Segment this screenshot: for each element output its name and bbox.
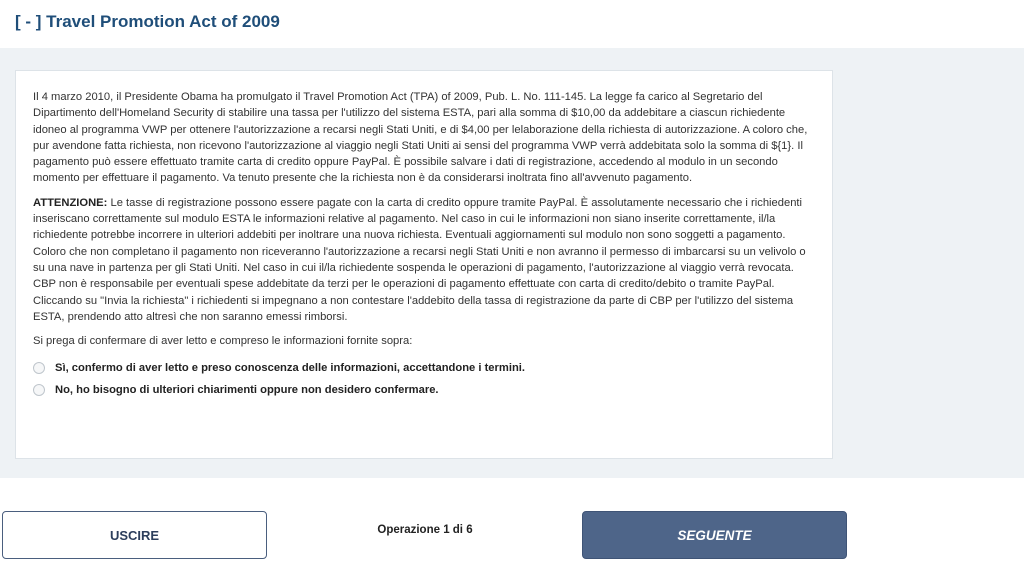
content-panel [0,48,1024,478]
radio-no-label[interactable]: No, ho bisogno di ulteriori chiarimenti oppure non desidero confermare. [55,383,439,396]
section-title[interactable]: [ - ] Travel Promotion Act of 2009 [15,12,280,31]
next-button[interactable]: SEGUENTE [582,511,847,559]
confirm-prompt: Si prega di confermare di aver letto e compreso le informazioni fornite sopra: [33,335,413,348]
radio-option-no[interactable] [33,381,814,398]
exit-button[interactable]: USCIRE [2,511,267,559]
info-paragraph: Il 4 marzo 2010, il Presidente Obama ha promulgato il Travel Promotion Act (TPA) of 2009, Pub. L. No. 111-145. La legge fa carico al Segretario del Dipartimento dell'Homeland Security di stabilire una tassa per l'utilizzo del sistema ESTA, pari alla somma di $10,00 da addebitare a ciascun richiedente idoneo al programma VWP per ottenere l'autorizzazione a recarsi negli Stati Uniti, e di $4,00 per lelaborazione della richiesta di autorizzazione. A coloro che, pur avendone fatta richiesta, non ricevono l'autorizzazione al viaggio negli Stati Uniti ai sensi del programma VWP verrà addebitata solo la somma di ${1}. Il pagamento può essere effettuato tramite carta di credito oppure PayPal. È possibile salvare i dati di registrazione, accedendo al modulo in un secondo momento per effettuare il pagamento. Va tenuto presente che la richiesta non è da considerarsi inoltrata fino all'avvenuto pagamento. [33,91,808,185]
warning-paragraph [33,195,814,325]
info-card [15,70,833,459]
radio-yes-icon[interactable] [33,362,45,374]
warning-label: ATTENZIONE: [33,196,108,209]
radio-no-icon[interactable] [33,384,45,396]
step-indicator: Operazione 1 di 6 [377,524,473,536]
radio-option-yes[interactable] [33,359,814,376]
radio-yes-label[interactable]: Sì, confermo di aver letto e preso conoscenza delle informazioni, accettandone i termini. [55,361,525,374]
warning-text: Le tasse di registrazione possono essere pagate con la carta di credito oppure tramite PayPal. È assolutamente necessario che i richiedenti inseriscano correttamente sul modulo ESTA le informazioni relative al pagamento. Nel caso in cui le informazioni non siano inserite correttamente, il/la richiedente potrebbe incorrere in ulteriori addebiti per inoltrare una nuova richiesta. Eventuali aggiornamenti sul modulo non sono soggetti a pagamento. Coloro che non completano il pagamento non riceveranno l'autorizzazione a recarsi negli Stati Uniti e non avranno il permesso di imbarcarsi su un velivolo o su una nave in partenza per gli Stati Uniti. Nel caso in cui il/la richiedente sospenda le operazioni di pagamento, l'autorizzazione al viaggio verrà revocata. CBP non è responsabile per eventuali spese addebitate da terzi per le operazioni di pagamento effettuate con carta di credito/debito o tramite PayPal. Cliccando su "Invia la richiesta" i richiedenti si impegnano a non contestare l'addebito della tassa di registrazione da parte di CBP per l'utilizzo del sistema ESTA, prendendo atto altresì che non saranno emessi rimborsi. [33,196,806,323]
